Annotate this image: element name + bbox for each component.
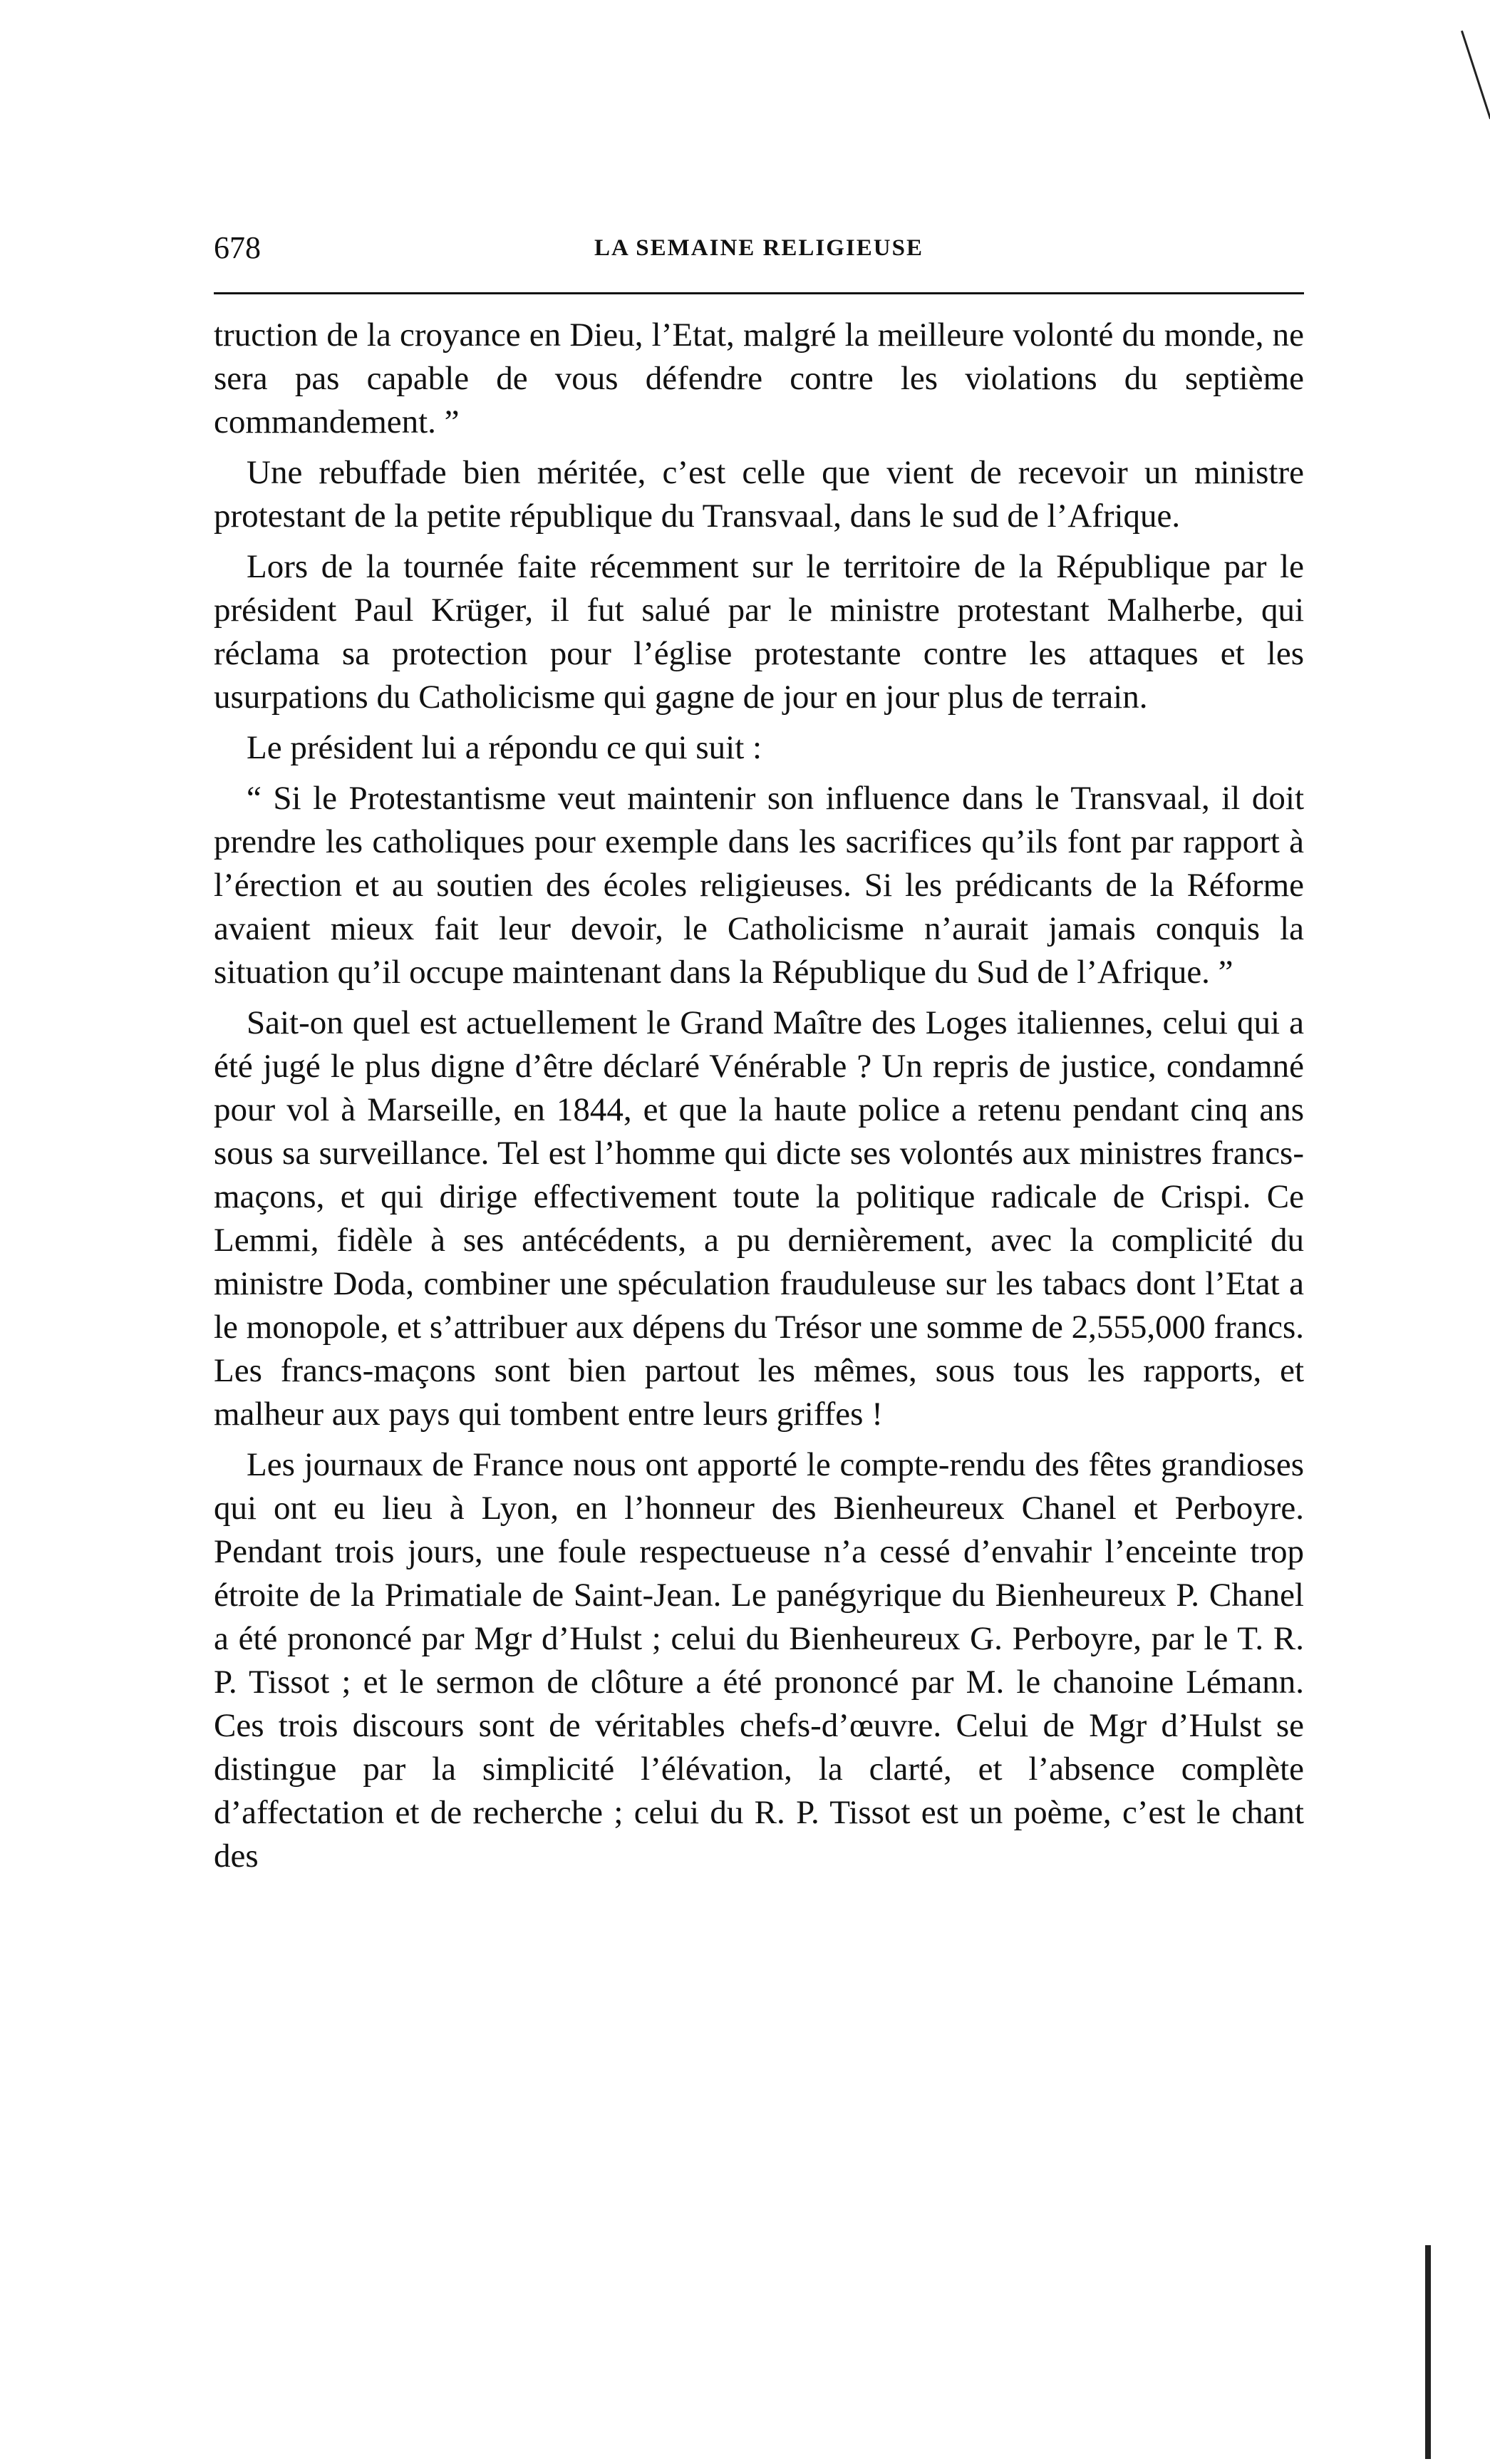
paragraph-kruger-tour: Lors de la tournée faite récemment sur le territoire de la République par le président Paul Krüger, il fut salué par le ministre protestant Malherbe, qui réclama sa protection pour l’église protestante contre les attaques et les usurpations du Catholicisme qui gagne de jour en jour plus de terrain.	[214, 548, 1304, 716]
scan-edge-mark-top	[1461, 31, 1490, 120]
scan-edge-mark-bottom	[1425, 2245, 1431, 2459]
running-title: LA SEMAINE RELIGIEUSE	[594, 235, 924, 261]
paragraph-president-reply: Le président lui a répondu ce qui suit :	[247, 729, 762, 766]
article-body	[214, 314, 1304, 1878]
paragraph-lyon-festivities: Les journaux de France nous ont apporté le compte-rendu des fêtes grandioses qui ont eu lieu à Lyon, en l’honneur des Bienheureux Chanel et Perboyre. Pendant trois jours, une foule respectueuse n’a cessé d’envahir l’enceinte trop étroite de la Primatiale de Saint-Jean. Le panégyrique du Bienheureux P. Chanel a été prononcé par Mgr d’Hulst ; celui du Bienheureux G. Perboyre, par le T. R. P. Tissot ; et le sermon de clôture a été prononcé par M. le chanoine Lémann. Ces trois discours sont de véritables chefs-d’œuvre. Celui de Mgr d’Hulst se distingue par la simplicité l’élévation, la clarté, et l’absence complète d’affectation et de recherche ; celui du R. P. Tissot est un poème, c’est le chant des	[214, 1446, 1304, 1875]
paragraph-grand-master: Sait-on quel est actuellement le Grand Maître des Loges italiennes, celui qui a été jugé le plus digne d’être déclaré Vénérable ? Un repris de justice, condamné pour vol à Marseille, en 1844, et que la haute police a retenu pendant cinq ans sous sa surveillance. Tel est l’homme qui dicte ses volontés aux ministres francs-maçons, et qui dirige effectivement toute la politique radicale de Crispi. Ce Lemmi, fidèle à ses antécédents, a pu dernièrement, avec la complicité du ministre Doda, combiner une spéculation frauduleuse sur les tabacs dont l’Etat a le monopole, et s’attribuer aux dépens du Trésor une somme de 2,555,000 francs. Les francs-maçons sont bien partout les mêmes, sous tous les rapports, et malheur aux pays qui tombent entre leurs griffes !	[214, 1004, 1304, 1433]
page-header	[214, 227, 1304, 269]
header-rule	[214, 292, 1304, 294]
paragraph-continuation: truction de la croyance en Dieu, l’Etat, malgré la meilleure volonté du monde, ne sera pas capable de vous défendre contre les violations du septième commandement. ”	[214, 316, 1304, 440]
paragraph-transvaal-rebuff: Une rebuffade bien méritée, c’est celle que vient de recevoir un ministre protestant de la petite république du Transvaal, dans le sud de l’Afrique.	[214, 454, 1304, 535]
page-number: 678	[214, 230, 261, 265]
paragraph-kruger-quote: “ Si le Protestantisme veut maintenir son influence dans le Transvaal, il doit prendre les catholiques pour exemple dans les sacrifices qu’ils font par rapport à l’érection et au soutien des écoles religieuses. Si les prédicants de la Réforme avaient mieux fait leur devoir, le Catholicisme n’aurait jamais conquis la situation qu’il occupe maintenant dans la République du Sud de l’Afrique. ”	[214, 780, 1304, 991]
